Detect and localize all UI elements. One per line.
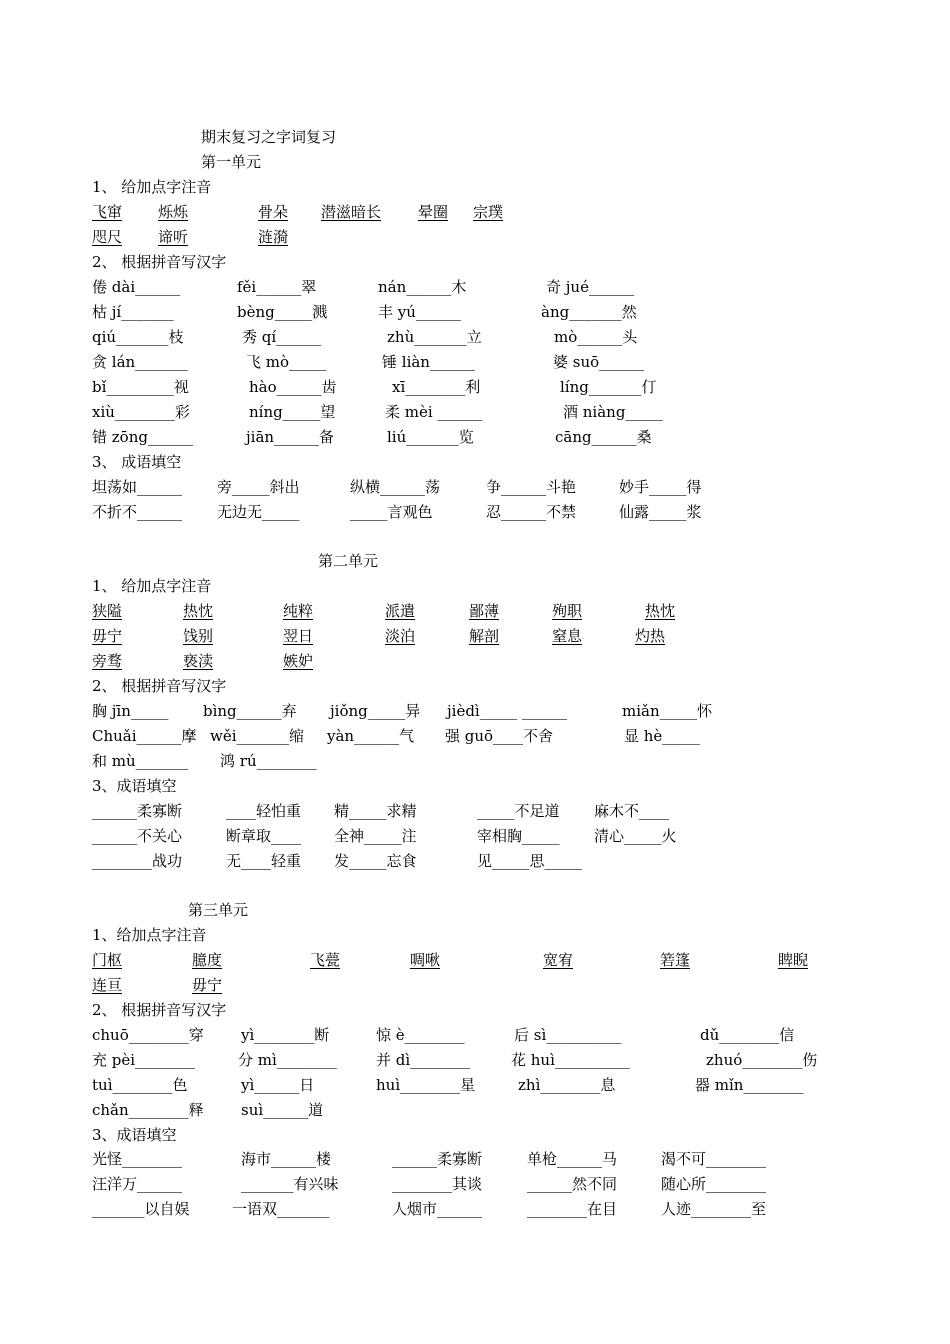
unit-2-heading: 第二单元	[318, 552, 379, 570]
idiom-item: 仙露_____浆	[619, 503, 702, 521]
idiom-item: _____言观色	[350, 503, 433, 521]
pinyin-item: 显 hè_____	[624, 727, 700, 745]
zhuyin-word: 飞甍	[310, 951, 341, 969]
pinyin-item: 丰 yú______	[378, 303, 461, 321]
pinyin-item: xiù________彩	[92, 403, 190, 421]
pinyin-item: 器 mǐn________	[695, 1076, 804, 1094]
idiom-item: 纵横______荡	[350, 478, 441, 496]
zhuyin-word: 宽宥	[543, 951, 574, 969]
idiom-item: _____不足道	[477, 802, 560, 820]
zhuyin-word: 鄙薄	[469, 602, 500, 620]
pinyin-item: yàn______气	[327, 727, 415, 745]
idiom-item: 无____轻重	[226, 852, 302, 870]
idiom-item: 麻木不____	[594, 802, 670, 820]
pinyin-item: chuō________穿	[92, 1026, 204, 1044]
zhuyin-word: 窒息	[552, 627, 583, 645]
pinyin-item: jièdì_____ ______	[447, 702, 567, 720]
pinyin-item: bèng_____溅	[237, 303, 328, 321]
pinyin-item: tuì________色	[92, 1076, 188, 1094]
pinyin-item: 飞 mò_____	[246, 353, 327, 371]
pinyin-item: 倦 dài______	[92, 278, 181, 296]
zhuyin-word: 啁啾	[410, 951, 441, 969]
unit-2-section-zhuyin: 1、 给加点字注音	[92, 577, 212, 595]
pinyin-item: qiú_______枝	[92, 328, 184, 346]
unit-1-section-idioms: 3、 成语填空	[92, 453, 182, 471]
idiom-item: _______以自娱	[92, 1200, 190, 1218]
pinyin-item: chǎn________释	[92, 1101, 204, 1119]
pinyin-item: 秀 qí______	[242, 328, 322, 346]
zhuyin-word: 热忱	[183, 602, 214, 620]
zhuyin-word: 热忱	[645, 602, 676, 620]
pinyin-item: liú_______览	[387, 428, 474, 446]
unit-1-heading: 第一单元	[201, 153, 262, 171]
idiom-item: 汪洋万______	[92, 1175, 183, 1193]
idiom-item: 妙手_____得	[619, 478, 702, 496]
idiom-item: 精_____求精	[334, 802, 417, 820]
unit-3-section-zhuyin: 1、给加点字注音	[92, 926, 207, 944]
zhuyin-word: 饯别	[183, 627, 214, 645]
pinyin-item: dǔ________信	[700, 1026, 795, 1044]
pinyin-item: fěi______翠	[237, 278, 317, 296]
unit-2-section-pinyin: 2、 根据拼音写汉字	[92, 677, 227, 695]
idiom-item: _______有兴味	[241, 1175, 339, 1193]
idiom-item: ______然不同	[527, 1175, 618, 1193]
pinyin-item: 充 pèi________	[92, 1051, 196, 1069]
pinyin-item: Chuǎi______摩	[92, 727, 197, 745]
pinyin-item: 惊 è________	[376, 1026, 465, 1044]
pinyin-item: huì________星	[376, 1076, 476, 1094]
zhuyin-word: 派遣	[385, 602, 416, 620]
idiom-item: ________战功	[92, 852, 183, 870]
idiom-item: 发_____忘食	[334, 852, 417, 870]
pinyin-item: 胸 jīn_____	[92, 702, 169, 720]
unit-1-section-pinyin: 2、 根据拼音写汉字	[92, 253, 227, 271]
pinyin-item: 奇 jué______	[546, 278, 634, 296]
zhuyin-word: 淡泊	[385, 627, 416, 645]
idiom-item: 争______斗艳	[486, 478, 577, 496]
pinyin-item: 鸿 rú________	[220, 752, 317, 770]
pinyin-item: jiān______备	[246, 428, 335, 446]
zhuyin-word: 门枢	[92, 951, 123, 969]
zhuyin-word: 亵渎	[183, 652, 214, 670]
unit-3-section-pinyin: 2、 根据拼音写汉字	[92, 1001, 227, 1019]
idiom-item: ________其谈	[392, 1175, 483, 1193]
pinyin-item: zhuó________伤	[706, 1051, 818, 1069]
unit-2-section-idioms: 3、成语填空	[92, 777, 177, 795]
idiom-item: 随心所________	[661, 1175, 767, 1193]
zhuyin-word: 嫉妒	[283, 652, 314, 670]
pinyin-item: àng_______然	[541, 303, 637, 321]
pinyin-item: bìng______弃	[203, 702, 297, 720]
pinyin-item: cāng______桑	[555, 428, 652, 446]
zhuyin-word: 臆度	[192, 951, 223, 969]
idiom-item: 坦荡如______	[92, 478, 183, 496]
zhuyin-word: 潜滋暗长	[321, 203, 382, 221]
unit-3-section-idioms: 3、成语填空	[92, 1126, 177, 1144]
pinyin-item: jiǒng_____异	[330, 702, 421, 720]
pinyin-item: 锤 liàn______	[382, 353, 475, 371]
zhuyin-word: 箬篷	[660, 951, 691, 969]
zhuyin-word: 解剖	[469, 627, 500, 645]
pinyin-item: yì________断	[241, 1026, 330, 1044]
pinyin-item: suì______道	[241, 1101, 324, 1119]
idiom-item: ______柔寡断	[392, 1150, 483, 1168]
idiom-item: 清心_____火	[594, 827, 677, 845]
unit-3-heading: 第三单元	[188, 901, 249, 919]
pinyin-item: líng_______仃	[560, 378, 657, 396]
pinyin-item: 并 dì________	[376, 1051, 471, 1069]
pinyin-item: 分 mì________	[238, 1051, 337, 1069]
zhuyin-word: 毋宁	[192, 976, 223, 994]
idiom-item: ______柔寡断	[92, 802, 183, 820]
pinyin-item: 枯 jí_______	[92, 303, 174, 321]
idiom-item: 旁_____斜出	[217, 478, 300, 496]
pinyin-item: 婆 suō______	[553, 353, 645, 371]
zhuyin-word	[258, 202, 288, 222]
zhuyin-word: 连亘	[92, 976, 123, 994]
pinyin-item: wěi_______缩	[210, 727, 305, 745]
pinyin-item: 酒 niàng_____	[563, 403, 663, 421]
pinyin-item: 和 mù_______	[92, 752, 189, 770]
pinyin-item: zhì________息	[518, 1076, 616, 1094]
pinyin-item: bǐ_________视	[92, 378, 189, 396]
zhuyin-word: 宗璞	[473, 203, 504, 221]
idiom-item: 宰相胸_____	[477, 827, 560, 845]
page-title: 期末复习之字词复习	[201, 128, 337, 146]
zhuyin-word: 灼热	[635, 627, 666, 645]
idiom-item: 人迹________至	[661, 1200, 767, 1218]
zhuyin-word: 睥睨	[778, 951, 809, 969]
zhuyin-word: 纯粹	[283, 602, 314, 620]
idiom-item: 光怪________	[92, 1150, 183, 1168]
pinyin-item: 柔 mèi ______	[385, 403, 483, 421]
pinyin-item: yì______日	[241, 1076, 315, 1094]
idiom-item: 全神_____注	[334, 827, 417, 845]
idiom-item: 见_____思_____	[477, 852, 583, 870]
idiom-item: 单枪______马	[527, 1150, 618, 1168]
unit-1-section-zhuyin: 1、 给加点字注音	[92, 178, 212, 196]
pinyin-item: 花 huì__________	[511, 1051, 630, 1069]
idiom-item: ______不关心	[92, 827, 183, 845]
idiom-item: 一语双_______	[232, 1200, 330, 1218]
idiom-item: 断章取____	[226, 827, 302, 845]
idiom-item: ________在目	[527, 1200, 618, 1218]
zhuyin-word: 翌日	[283, 627, 314, 645]
pinyin-item: miǎn_____怀	[622, 702, 713, 720]
pinyin-item: hào______齿	[249, 378, 337, 396]
zhuyin-word: 飞窜	[92, 203, 123, 221]
pinyin-item: mò______头	[554, 328, 638, 346]
pinyin-item: xī________利	[392, 378, 481, 396]
idiom-item: 渴不可________	[661, 1150, 767, 1168]
zhuyin-word: 毋宁	[92, 627, 123, 645]
zhuyin-word: 骨朵	[258, 203, 289, 221]
pinyin-item: 错 zōng______	[92, 428, 193, 446]
pinyin-item: nán______木	[378, 278, 467, 296]
idiom-item: 人烟市______	[392, 1200, 483, 1218]
zhuyin-word: 晕圈	[418, 203, 449, 221]
idiom-item: 不折不______	[92, 503, 183, 521]
idiom-item: ____轻怕重	[226, 802, 302, 820]
zhuyin-word: 旁骛	[92, 652, 123, 670]
zhuyin-word: 咫尺	[92, 228, 123, 246]
pinyin-item: 强 guō____不舍	[445, 727, 554, 745]
zhuyin-word: 狭隘	[92, 602, 123, 620]
idiom-item: 海市______楼	[241, 1150, 332, 1168]
pinyin-item: níng_____望	[249, 403, 336, 421]
zhuyin-word: 烁烁	[158, 203, 189, 221]
zhuyin-word: 谛听	[158, 228, 189, 246]
idiom-item: 无边无_____	[217, 503, 300, 521]
pinyin-item: zhù_______立	[387, 328, 482, 346]
pinyin-item: 后 sì__________	[514, 1026, 622, 1044]
zhuyin-word: 涟漪	[258, 228, 289, 246]
pinyin-item: 贪 lán_______	[92, 353, 188, 371]
zhuyin-word: 殉职	[552, 602, 583, 620]
idiom-item: 忍______不禁	[486, 503, 577, 521]
